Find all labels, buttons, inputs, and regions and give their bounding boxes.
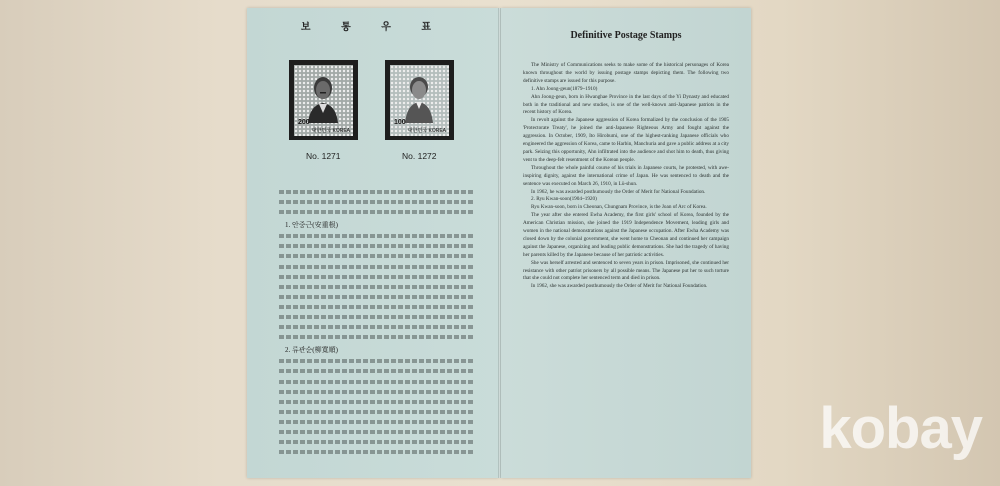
stamp-1272 — [385, 60, 454, 140]
watermark-logo: kobay — [819, 396, 982, 461]
korean-title: 보 통 우 표 — [300, 22, 446, 33]
country-label: 대한민국 KOREA — [407, 127, 446, 134]
paragraph: Ahn Joong-geun, born in Hwanghae Province in the last days of the Yi Dynasty and educated both in the traditional and new studies, is one of the well-known anti-Japanese patriots in the recent history of Korea. — [523, 93, 729, 116]
country-label: 대한민국 KOREA — [311, 127, 350, 134]
paragraph: In 1962, he was awarded posthumously the Order of Merit for National Foundation. — [531, 188, 706, 195]
paragraph: In 1962, she was awarded posthumously the Order of Merit for National Foundation. — [531, 283, 708, 290]
paragraph: Throughout the whole painful course of his trials in Japanese courts, he protested, with awe-inspiring dignity, against the international crime of Japan. He was sentenced to death and the sentence was executed on March 26, 1910, in Lü-shun. — [523, 164, 729, 187]
paragraph: Ryu Kwan-soon, born in Cheonan, Chungnam Province, is the Joan of Arc of Korea. — [531, 204, 707, 211]
portrait-ahn-joong-geun — [306, 73, 340, 123]
portrait-ryu-kwan-soon — [402, 73, 436, 123]
section-heading-ahn: 1. Ahn Joong-geun(1879~1910) — [531, 85, 598, 92]
english-body-text — [523, 62, 729, 291]
paragraph: The Ministry of Communications seeks to make some of the historical personages of Korea known throughout the world by issuing postage stamps depicting them. The following two definitive stamps are issued for this purpose. — [523, 62, 729, 84]
stamp-number-1272: No. 1272 — [402, 151, 437, 161]
korean-heading-ryu: 2. 류관순(柳寬順) — [285, 346, 338, 355]
paragraph: The year after she entered Ewha Academy, the first girls' school of Korea, founded by the American Christian mission, she joined the 1919 Independence Movement, leading girls and women in the national demonstrations against the Japanese occupation. After Ewha Academy was closed down by the colonial government, she went home to Cheonan and continued her campaign against the Japanese, organizing and leading public demonstrations. She had the tragedy of having her parents killed by the Japanese because of her patriotic activities. — [523, 212, 729, 258]
english-title: Definitive Postage Stamps — [570, 30, 682, 41]
stamp-1271 — [289, 60, 358, 140]
korean-body-text — [279, 190, 475, 460]
korean-heading-ahn: 1. 안중근(安重根) — [285, 221, 338, 230]
paragraph: She was herself arrested and sentenced to seven years in prison. Imprisoned, she continued her resistance with other patriot prisoners by all possible means. The Japanese put her to such torture that she could not complete her sentenced term and died in prison. — [523, 259, 729, 282]
stamp-number-1271: No. 1271 — [306, 151, 341, 161]
section-heading-ryu: 2. Ryu Kwan-soon(1904~1920) — [531, 196, 597, 203]
paragraph: In revolt against the Japanese aggression of Korea formalized by the conclusion of the 1905 'Protectorate Treaty', he joined the anti-Japanese Righteous Army and fought against the aggression. In October, 1909, Ito Hirobumi, one of the highest-ranking Japanese officials who engineered the aggression of Korea, came to Harbin, Manchuria and gave a public address at a city park. Seizing this opportunity, Ahn infiltrated into the audience and shot him to death, thus giving vent to the deep-felt resentment of the Korean people. — [523, 117, 729, 163]
denomination: 200 — [298, 118, 310, 126]
right-page — [501, 8, 751, 478]
denomination: 100 — [394, 118, 406, 126]
left-page — [247, 8, 499, 478]
